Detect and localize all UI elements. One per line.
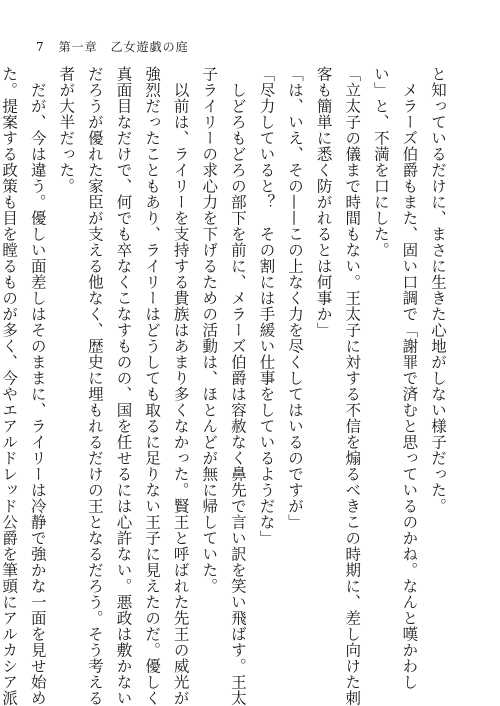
- page-number: 7: [36, 40, 45, 54]
- text-line: だろうが優れた家臣が支える他なく、歴史に埋もれるだけの王となるだろう。そう考える: [85, 66, 104, 706]
- text-line: 子ライリーの求心力を下げるための活動は、ほとんどが無に帰していた。: [200, 66, 219, 594]
- text-line: しどろもどろの部下を前に、メラーズ伯爵は容赦なく鼻先で言い訳を笑い飛ばす。王太: [228, 66, 247, 706]
- text-line: 客も簡単に悉く防がれるとは何事か」: [314, 66, 333, 338]
- text-line: 真面目なだけで、何でも卒なくこなすものの、国を任せるには心許ない。悪政は敷かない: [114, 66, 133, 706]
- text-line: 以前は、ライリーを支持する貴族はあまり多くなかった。賢王と呼ばれた先王の威光が: [171, 66, 190, 706]
- running-header: [36, 38, 189, 55]
- text-line: 者が大半だった。: [57, 66, 76, 194]
- chapter-title: 第一章 乙女遊戯の庭: [58, 40, 189, 54]
- text-line: 「尽力していると？ その割には手緩い仕事をしているようだな」: [257, 66, 276, 546]
- text-line: メラーズ伯爵もまた、固い口調で「謝罪で済むと思っているのかね。なんと嘆かわし: [400, 66, 419, 690]
- text-line: と知っているだけに、まさに生きた心地がしない様子だった。: [429, 66, 447, 514]
- vertical-text-body: [0, 66, 452, 706]
- text-line: 「は、いえ、その——この上なく力を尽くしてはいるのですが」: [286, 66, 305, 530]
- text-line: 「立太子の儀まで時間もない。王太子に対する不信を煽るべきこの時期に、差し向けた刺: [343, 66, 362, 706]
- text-line: い」と、不満を口にした。: [371, 66, 390, 258]
- text-line: た。提案する政策も目を瞠るものが多く、今やエアルドレッド公爵を筆頭にアルカシア派: [0, 66, 19, 706]
- text-line: だが、今は違う。優しい面差しはそのままに、ライリーは冷静で強かな一面を見せ始め: [28, 66, 47, 706]
- text-line: 強烈だったこともあり、ライリーはどうしても取るに足りない王子に見えたのだ。優しく: [143, 66, 162, 706]
